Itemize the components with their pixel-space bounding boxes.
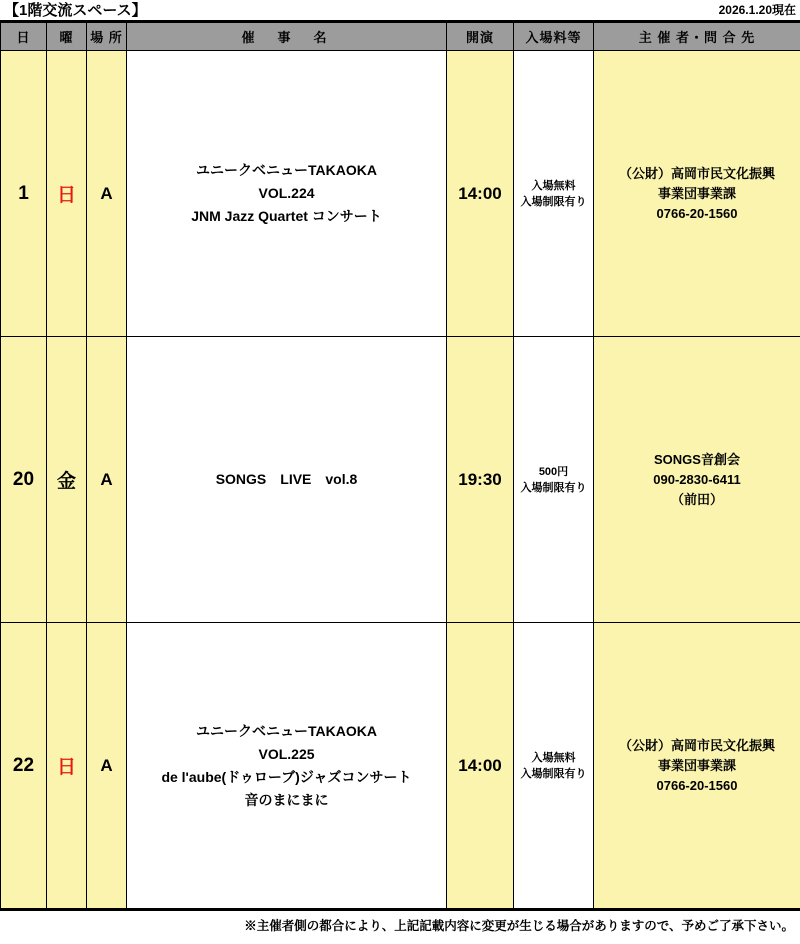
organizer-line: （公財）高岡市民文化振興: [618, 165, 775, 181]
table-row: [1, 623, 800, 909]
organizer-line: SONGS音創会: [654, 451, 740, 467]
fee-line: 入場無料: [531, 179, 576, 192]
cell-organizer: [594, 623, 800, 909]
column-header-start: 開演: [447, 23, 514, 51]
event-line: 音のまにまに: [244, 791, 329, 808]
cell-event: [127, 51, 447, 337]
cell-event: [127, 337, 447, 623]
document-header: [0, 0, 800, 22]
footer-note: ※主催者側の都合により、上記記載内容に変更が生じる場合がありますので、予めご了承下さい。: [0, 909, 800, 935]
cell-organizer: [594, 51, 800, 337]
cell-fee: [514, 337, 594, 623]
organizer-phone: 090-2830-6411: [653, 471, 741, 487]
schedule-table-body: [1, 51, 800, 909]
cell-start-time: 19:30: [447, 337, 514, 623]
cell-fee: [514, 623, 594, 909]
fee-line: 入場制限有り: [520, 767, 587, 780]
cell-dow: 日: [47, 623, 87, 909]
event-line: VOL.224: [258, 185, 315, 201]
fee-line: 500円: [538, 465, 569, 478]
cell-event: [127, 623, 447, 909]
fee-line: 入場制限有り: [520, 195, 587, 208]
event-line: VOL.225: [258, 745, 315, 762]
column-header-dow: 曜: [47, 23, 87, 51]
fee-line: 入場制限有り: [520, 481, 587, 494]
cell-fee: [514, 51, 594, 337]
column-header-day: 日: [1, 23, 47, 51]
event-line: ユニークベニューTAKAOKA: [196, 722, 377, 739]
cell-day: 20: [1, 337, 47, 623]
event-line: ユニークベニューTAKAOKA: [196, 162, 377, 178]
cell-place: A: [87, 337, 127, 623]
column-header-place: 場 所: [87, 23, 127, 51]
page-title: 【1階交流スペース】: [4, 2, 147, 19]
cell-place: A: [87, 51, 127, 337]
organizer-phone: 0766-20-1560: [656, 205, 738, 221]
cell-place: A: [87, 623, 127, 909]
cell-start-time: 14:00: [447, 51, 514, 337]
column-header-fee: 入場料等: [514, 23, 594, 51]
organizer-line: 事業団事業課: [657, 185, 736, 201]
cell-day: 22: [1, 623, 47, 909]
organizer-phone: 0766-20-1560: [656, 777, 738, 793]
cell-dow: 日: [47, 51, 87, 337]
cell-day: 1: [1, 51, 47, 337]
cell-start-time: 14:00: [447, 623, 514, 909]
cell-organizer: [594, 337, 800, 623]
table-row: [1, 51, 800, 337]
table-row: [1, 337, 800, 623]
event-line: JNM Jazz Quartet コンサート: [191, 208, 382, 224]
table-header-row: [1, 23, 800, 51]
organizer-line: （前田）: [670, 491, 723, 507]
organizer-line: 事業団事業課: [657, 757, 736, 773]
cell-dow: 金: [47, 337, 87, 623]
column-header-event: 催 事 名: [127, 23, 447, 51]
organizer-line: （公財）高岡市民文化振興: [618, 737, 775, 753]
as-of-date: 2026.1.20現在: [718, 3, 796, 17]
event-line: SONGS LIVE vol.8: [215, 471, 358, 487]
schedule-table: [0, 22, 800, 909]
column-header-organizer: 主 催 者・問 合 先: [594, 23, 800, 51]
event-line: de l'aube(ドゥローブ)ジャズコンサート: [161, 768, 412, 785]
fee-line: 入場無料: [531, 751, 576, 764]
